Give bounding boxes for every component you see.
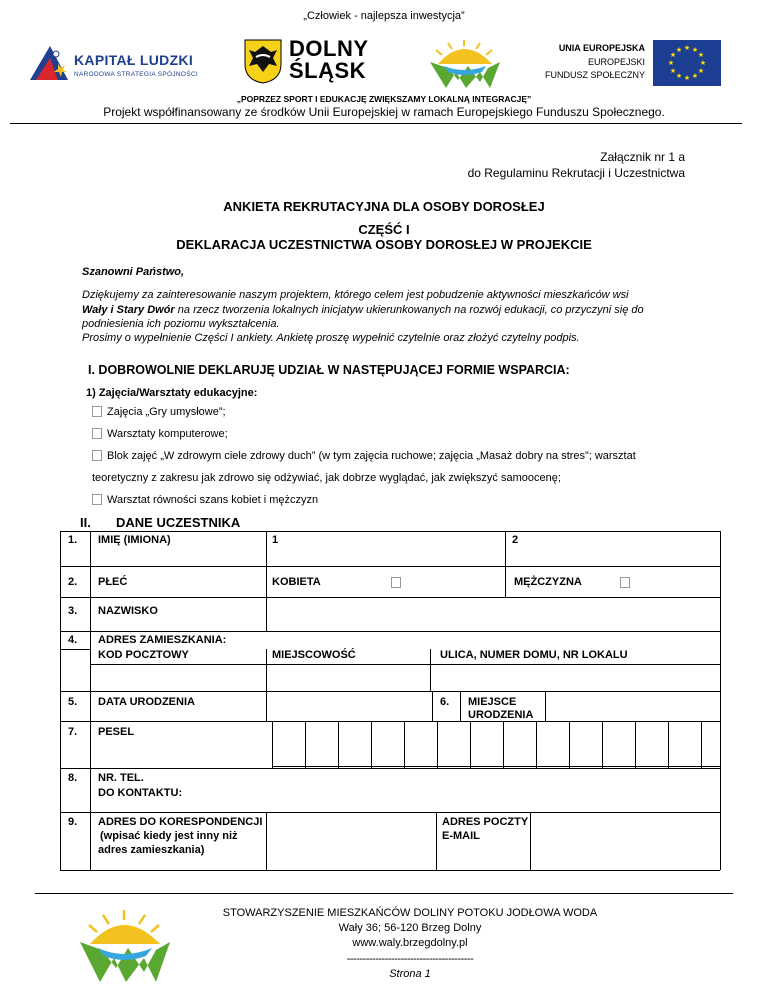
phone-label-1: NR. TEL. bbox=[98, 772, 144, 784]
checkbox-icon[interactable] bbox=[92, 406, 102, 417]
kapital-ludzki-emblem-icon bbox=[28, 44, 70, 82]
dolny-slask-logo bbox=[243, 38, 393, 86]
correspondence-label-1: ADRES DO KORESPONDENCJI bbox=[98, 816, 263, 828]
row8-number: 8. bbox=[68, 772, 78, 784]
intro-line2-rest: na rzecz tworzenia lokalnych inicjatyw ukierunkowanych na rozwój edukacji, co przyczyni się do bbox=[174, 304, 644, 316]
option-gry-umyslowe[interactable] bbox=[92, 406, 226, 418]
street-field[interactable] bbox=[434, 667, 716, 689]
email-field[interactable] bbox=[534, 815, 716, 867]
phone-field[interactable] bbox=[272, 772, 716, 808]
option-warsztaty-komputerowe[interactable] bbox=[92, 428, 228, 440]
row6-number: 6. bbox=[440, 696, 450, 708]
eu-flag-icon bbox=[653, 40, 721, 86]
email-label-1: ADRES POCZTY bbox=[442, 816, 529, 828]
annex-line1: Załącznik nr 1 a bbox=[600, 150, 685, 164]
first-name-1-field[interactable] bbox=[272, 546, 504, 564]
footer-org: STOWARZYSZENIE MIESZKAŃCÓW DOLINY POTOKU JODŁOWA WODA bbox=[222, 907, 598, 919]
option-zdrowy-duch[interactable] bbox=[92, 450, 636, 462]
row3-number: 3. bbox=[68, 605, 78, 617]
eu-line2: EUROPEJSKI bbox=[587, 57, 645, 67]
part-title: CZĘŚĆ I bbox=[358, 222, 410, 237]
footer-divider bbox=[35, 893, 733, 894]
pesel-field[interactable] bbox=[274, 724, 718, 764]
villages-name: Wały i Stary Dwór bbox=[82, 304, 175, 316]
intro-line4: Prosimy o wypełnienie Części I ankiety. Ankietę proszę wypełnić czytelnie oraz złożyć czytelny podpis. bbox=[82, 332, 580, 344]
first-name-label: IMIĘ (IMIONA) bbox=[98, 534, 171, 546]
birth-place-field[interactable] bbox=[549, 694, 716, 718]
male-checkbox[interactable] bbox=[620, 577, 630, 588]
annex-line2: do Regulaminu Rekrutacji i Uczestnictwa bbox=[467, 166, 685, 180]
svg-text:★: ★ bbox=[675, 46, 683, 54]
section2-number: II. bbox=[80, 515, 91, 530]
birth-date-label: DATA URODZENIA bbox=[98, 696, 195, 708]
declaration-title: DEKLARACJA UCZESTNICTWA OSOBY DOROSŁEJ W PROJEKCIE bbox=[176, 237, 592, 252]
row5-number: 5. bbox=[68, 696, 78, 708]
correspondence-label-2: (wpisać kiedy jest inny niż bbox=[100, 830, 238, 842]
association-w-logo-icon bbox=[424, 38, 504, 90]
phone-label-2: DO KONTAKTU: bbox=[98, 787, 183, 799]
kapital-ludzki-title: KAPITAŁ LUDZKI bbox=[74, 52, 194, 68]
dolny-slask-line2: ŚLĄSK bbox=[289, 58, 367, 83]
birth-date-field[interactable] bbox=[270, 694, 428, 718]
header-divider bbox=[10, 123, 742, 124]
birth-place-label-1: MIEJSCE bbox=[468, 696, 517, 708]
postal-code-field[interactable] bbox=[94, 667, 262, 689]
surname-field[interactable] bbox=[272, 601, 716, 627]
first-name-1-label: 1 bbox=[272, 534, 279, 546]
footer-website[interactable]: www.waly.brzegdolny.pl bbox=[352, 937, 468, 949]
dolny-slask-line1: DOLNY bbox=[289, 36, 369, 61]
correspondence-field[interactable] bbox=[270, 815, 432, 867]
surname-label: NAZWISKO bbox=[98, 605, 158, 617]
section2-heading: DANE UCZESTNIKA bbox=[116, 515, 241, 530]
section1-heading: I. DOBROWOLNIE DEKLARUJĘ UDZIAŁ W NASTĘPUJĄCEJ FORMIE WSPARCIA: bbox=[88, 363, 570, 377]
motto: „Człowiek - najlepsza inwestycja” bbox=[303, 10, 465, 22]
gender-label: PŁEĆ bbox=[98, 576, 128, 588]
first-name-2-label: 2 bbox=[512, 534, 519, 546]
checkbox-icon[interactable] bbox=[92, 450, 102, 461]
intro-line2 bbox=[82, 304, 686, 316]
row1-number: 1. bbox=[68, 534, 78, 546]
email-label-2: E-MAIL bbox=[442, 830, 480, 842]
row9-number: 9. bbox=[68, 816, 78, 828]
birth-place-label-2: URODZENIA bbox=[468, 709, 534, 721]
correspondence-label-3: adres zamieszkania) bbox=[98, 844, 205, 856]
svg-text:★: ★ bbox=[669, 67, 677, 75]
svg-text:★: ★ bbox=[683, 74, 691, 82]
eu-line3: FUNDUSZ SPOŁECZNY bbox=[544, 70, 645, 80]
intro-line1: Dziękujemy za zainteresowanie naszym projektem, którego celem jest pobudzenie aktywności mieszkańców wsi bbox=[82, 289, 629, 301]
address-label: ADRES ZAMIESZKANIA: bbox=[98, 634, 227, 646]
eu-logo bbox=[533, 30, 733, 96]
male-label: MĘŻCZYZNA bbox=[514, 576, 582, 588]
footer-w-logo-icon bbox=[76, 906, 172, 984]
svg-text:★: ★ bbox=[697, 51, 705, 59]
row2-number: 2. bbox=[68, 576, 78, 588]
city-field[interactable] bbox=[270, 667, 426, 689]
svg-text:★: ★ bbox=[683, 44, 691, 52]
city-label: MIEJSCOWOŚĆ bbox=[272, 649, 356, 661]
option-label: Warsztaty komputerowe; bbox=[107, 428, 228, 440]
section1-subheading: 1) Zajęcia/Warsztaty edukacyjne: bbox=[86, 387, 258, 399]
postal-code-label: KOD POCZTOWY bbox=[98, 649, 189, 661]
eu-line1: UNIA EUROPEJSKA bbox=[558, 43, 645, 53]
row4-number: 4. bbox=[68, 634, 78, 646]
svg-text:★: ★ bbox=[675, 72, 683, 80]
first-name-2-field[interactable] bbox=[510, 546, 716, 564]
option-label: Zajęcia „Gry umysłowe”; bbox=[107, 406, 226, 418]
pesel-label: PESEL bbox=[98, 726, 135, 738]
svg-text:★: ★ bbox=[691, 46, 699, 54]
greeting: Szanowni Państwo, bbox=[82, 266, 185, 278]
option-rownosc-szans[interactable] bbox=[92, 494, 318, 506]
checkbox-icon[interactable] bbox=[92, 494, 102, 505]
coat-of-arms-icon bbox=[243, 38, 283, 84]
svg-text:★: ★ bbox=[691, 72, 699, 80]
option-label: Blok zajęć „W zdrowym ciele zdrowy duch” (w tym zajęcia ruchowe; zajęcia „Masaż dobry na stres”; warsztat bbox=[107, 450, 636, 462]
street-label: ULICA, NUMER DOMU, NR LOKALU bbox=[440, 649, 628, 661]
kapital-ludzki-logo bbox=[28, 44, 208, 84]
kapital-ludzki-subtitle: NARODOWA STRATEGIA SPÓJNOŚCI bbox=[74, 71, 198, 78]
female-checkbox[interactable] bbox=[391, 577, 401, 588]
project-name: „POPRZEZ SPORT I EDUKACJĘ ZWIĘKSZAMY LOKALNĄ INTEGRACJĘ” bbox=[236, 94, 532, 104]
footer-dashes: ---------------------------------------- bbox=[346, 953, 474, 965]
intro-line3: podniesienia ich poziomu wykształcenia. bbox=[82, 318, 280, 330]
svg-text:★: ★ bbox=[699, 59, 707, 67]
main-title: ANKIETA REKRUTACYJNA DLA OSOBY DOROSŁEJ bbox=[223, 199, 545, 214]
checkbox-icon[interactable] bbox=[92, 428, 102, 439]
cofinanced-note: Projekt współfinansowany ze środków Unii Europejskiej w ramach Europejskiego Funduszu Społecznego. bbox=[103, 105, 665, 119]
female-label: KOBIETA bbox=[272, 576, 321, 588]
footer-address: Wały 36; 56-120 Brzeg Dolny bbox=[338, 922, 482, 934]
page-number: Strona 1 bbox=[389, 968, 431, 980]
row7-number: 7. bbox=[68, 726, 78, 738]
svg-text:★: ★ bbox=[697, 67, 705, 75]
svg-text:★: ★ bbox=[669, 51, 677, 59]
svg-text:★: ★ bbox=[667, 59, 675, 67]
option-zdrowy-duch-cont: teoretyczny z zakresu jak zdrowo się odżywiać, jak dobrze wyglądać, jak zwiększyć samoocenę; bbox=[92, 472, 561, 484]
option-label: Warsztat równości szans kobiet i mężczyzn bbox=[107, 494, 319, 506]
